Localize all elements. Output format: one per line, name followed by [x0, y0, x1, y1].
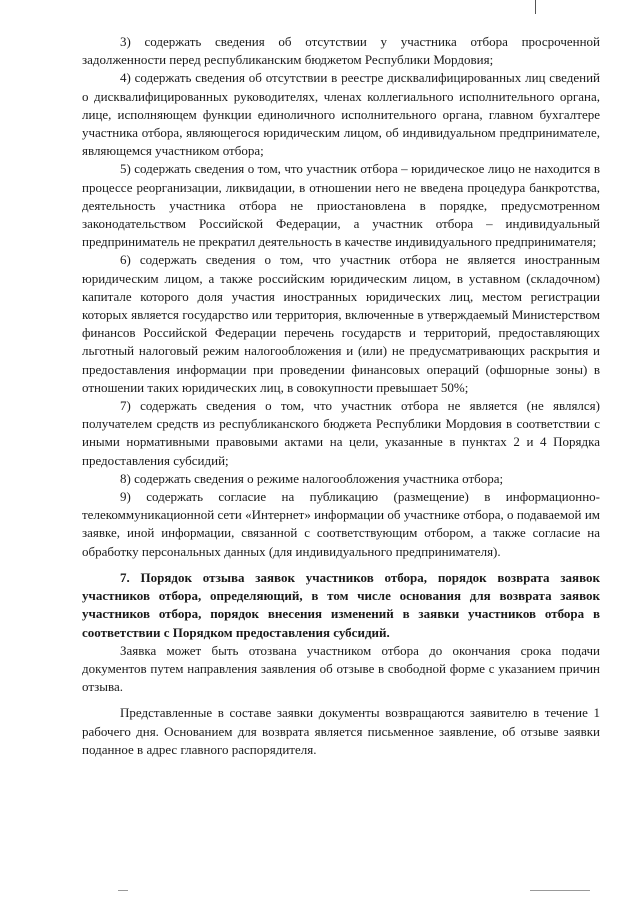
- item-9-paragraph: 9) содержать согласие на публикацию (размещение) в информационно-телекоммуникационной сети «Интернет» информации об участнике отбора, о подаваемой им заявке, иной информации, связанной с соответствующим отбором, а также согласие на обработку персональных данных (для индивидуального предпринимателя).: [82, 489, 600, 559]
- section-7-heading: 7. Порядок отзыва заявок участников отбора, порядок возврата заявок участников отбора, определяющий, в том числе основания для возврата заявок участников отбора, порядок внесения изменений в заявки участников отбора в соответствии с Порядком предоставления субсидий.: [82, 569, 600, 640]
- item-7-paragraph: 7) содержать сведения о том, что участник отбора не является (не являлся) получателем средств из республиканского бюджета Республики Мордовия в соответствии с иными нормативными правовыми актами на цели, указанные в пунктах 2 и 4 Порядка предоставления субсидий;: [82, 398, 600, 468]
- withdrawal-paragraph: Заявка может быть отозвана участником отбора до окончания срока подачи документов путем направления заявления об отзыве в свободной форме с указанием причин отзыва.: [82, 642, 600, 695]
- scan-edge-mark: [535, 0, 536, 14]
- scan-edge-line-left: [118, 890, 128, 891]
- document-body: [82, 33, 600, 759]
- scan-edge-line-right: [530, 890, 590, 891]
- return-paragraph: Представленные в составе заявки документы возвращаются заявителю в течение 1 рабочего дня. Основанием для возврата является письменное заявление, об отзыве заявки поданное в адрес главного распорядителя.: [82, 705, 600, 757]
- item-3-paragraph: 3) содержать сведения об отсутствии у участника отбора просроченной задолженности перед республиканским бюджетом Республики Мордовия;: [82, 34, 600, 68]
- item-5-paragraph: 5) содержать сведения о том, что участник отбора – юридическое лицо не находится в процессе реорганизации, ликвидации, в отношении него не введена процедура банкротства, деятельность участника отбора не приостановлена в порядке, предусмотренном законодательством Российской Федерации, а участник отбора – индивидуальный предприниматель не прекратил деятельность в качестве индивидуального предпринимателя;: [82, 161, 600, 250]
- item-4-paragraph: 4) содержать сведения об отсутствии в реестре дисквалифицированных лиц сведений о дисквалифицированных руководителях, членах коллегиального исполнительного органа, лице, исполняющем функции единоличного исполнительного органа, главном бухгалтере участника отбора, являющегося юридическим лицом, об индивидуальном предпринимателе, являющемся участником отбора;: [82, 70, 600, 159]
- item-6-paragraph: 6) содержать сведения о том, что участник отбора не является иностранным юридическим лицом, а также российским юридическим лицом, в уставном (складочном) капитале которого доля участия иностранных юридических лиц, местом регистрации которых является государство или территория, включенные в утверждаемый Министерством финансов Российской Федерации перечень государств и территорий, предоставляющих льготный налоговый режим налогообложения и (или) не предусматривающих раскрытия и предоставления информации при проведении финансовых операций (офшорные зоны) в отношении таких юридических лиц, в совокупности превышает 50%;: [82, 252, 600, 395]
- item-8-paragraph: 8) содержать сведения о режиме налогообложения участника отбора;: [120, 470, 504, 486]
